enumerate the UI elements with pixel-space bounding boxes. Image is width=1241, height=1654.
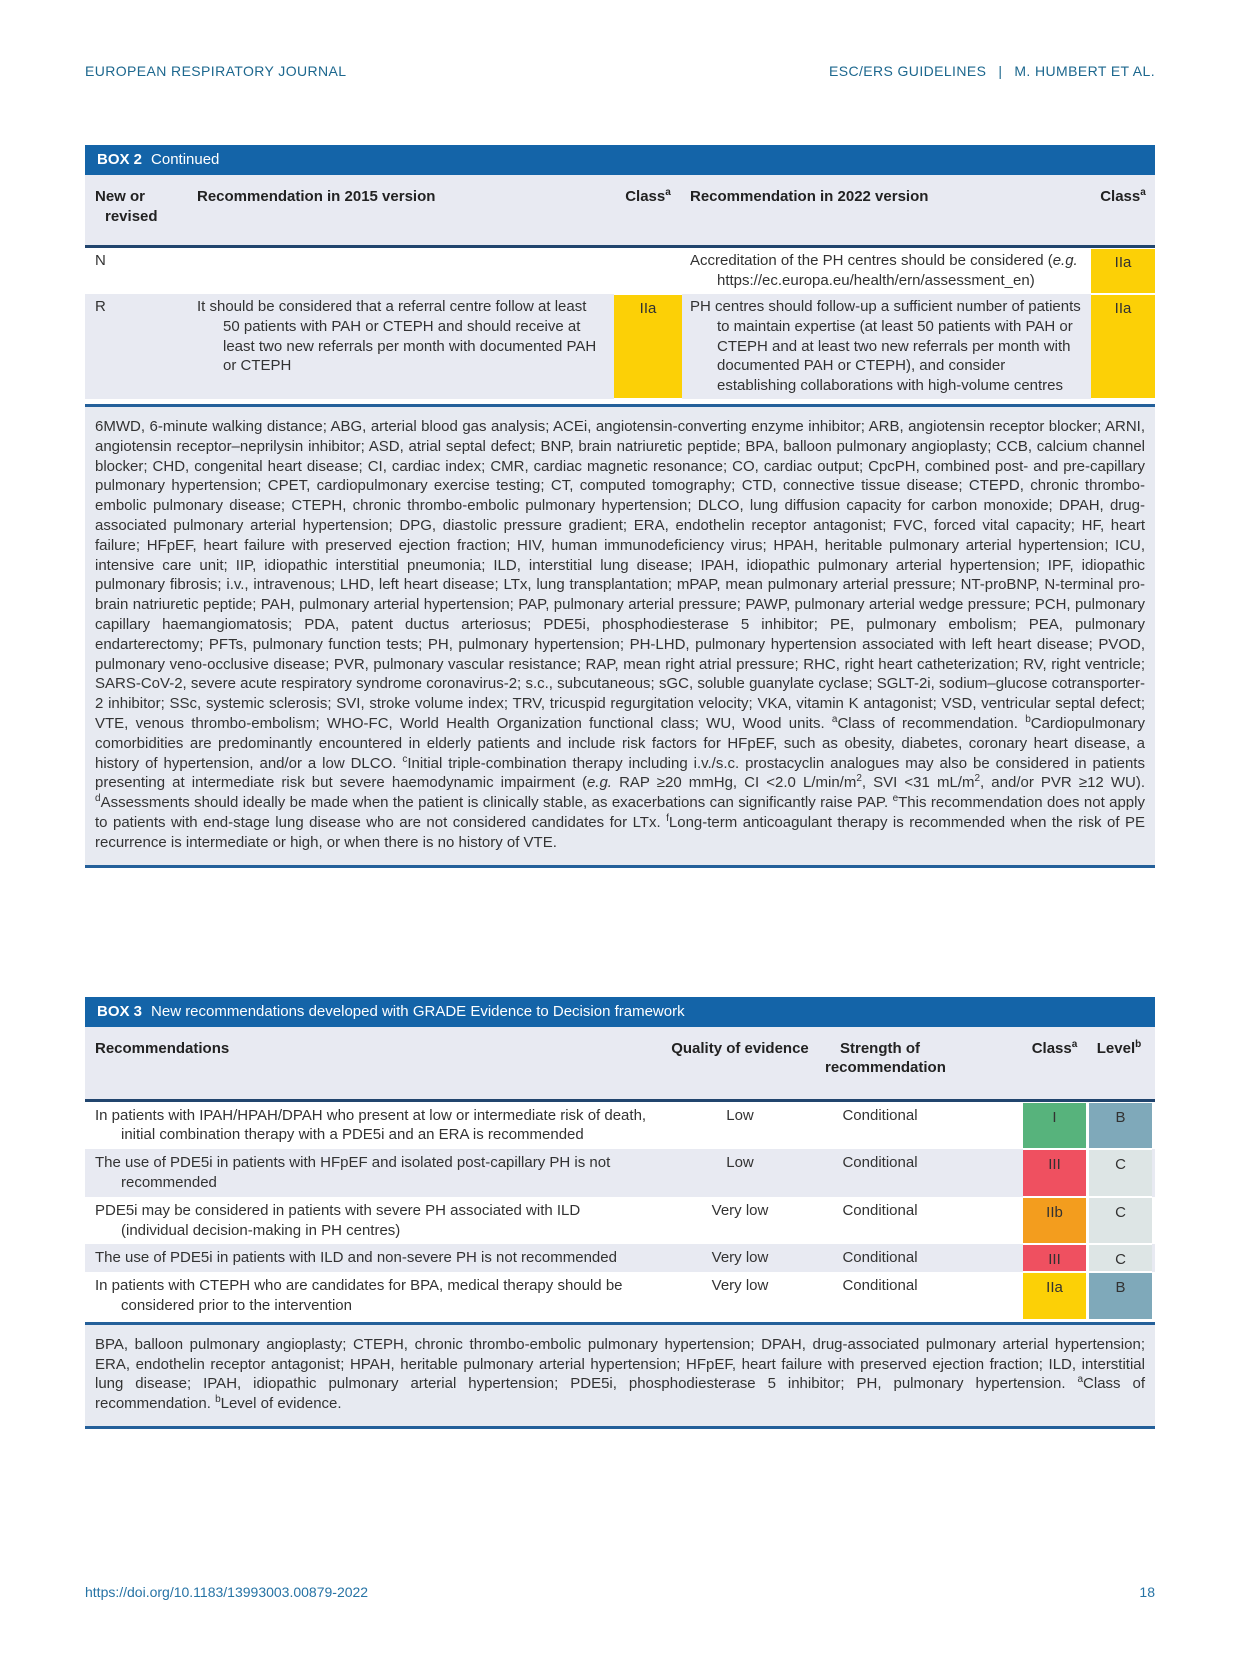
- table-row: [85, 1149, 1155, 1197]
- row-spacer-cell: [935, 1149, 1023, 1197]
- document-header: [85, 0, 1155, 80]
- column-header-class2022: Class$^a$: [1100, 187, 1146, 206]
- table-row: [85, 1197, 1155, 1245]
- table-row: [85, 1272, 1155, 1320]
- running-head: [829, 62, 1155, 80]
- box3-table-body: [85, 1102, 1155, 1320]
- row-spacer-cell: [935, 1197, 1023, 1245]
- column-header-rec2022: Recommendation in 2022 version: [690, 188, 929, 206]
- row-spacer-cell: [935, 1272, 1023, 1320]
- row-quality-cell: Very low: [711, 1249, 769, 1267]
- row-class-badge: IIa: [1023, 1272, 1086, 1320]
- row-recommendation-cell: In patients with CTEPH who are candidates for BPA, medical therapy should be considered prior to the intervention: [95, 1277, 623, 1314]
- column-header-spacer: [935, 1039, 1023, 1099]
- page-footer: [85, 1583, 1155, 1601]
- table-row: [85, 294, 1155, 399]
- row-rec2022-cell: PH centres should follow-up a sufficient number of patients to maintain expertise (at least 50 patients with PAH or CTEPH and at least two new referrals per month with documented PAH or CTEPH), and consider establishing collaborations with high-volume centres: [690, 298, 1081, 395]
- row-recommendation-cell: The use of PDE5i in patients with ILD and non-severe PH is not recommended: [95, 1249, 617, 1267]
- box2-footnote: 6MWD, 6-minute walking distance; ABG, arterial blood gas analysis; ACEi, angiotensin-converting enzyme inhibitor; ARB, angiotensin receptor blocker; ARNI, angiotensin receptor–neprilysin inhibitor; ASD, atrial septal defect; BNP, brain natriuretic peptide; BPA, balloon pulmonary angioplasty; CCB, calcium channel blocker; CHD, congenital heart disease; CI, cardiac index; CMR, cardiac magnetic resonance; CO, cardiac output; CpcPH, combined post- and pre-capillary pulmonary hypertension; CPET, cardiopulmonary exercise testing; CT, computed tomography; CTD, connective tissue disease; CTEPD, chronic thrombo-embolic pulmonary disease; CTEPH, chronic thrombo-embolic pulmonary hypertension; DLCO, lung diffusion capacity for carbon monoxide; DPAH, drug-associated pulmonary arterial hypertension; DPG, diastolic pressure gradient; ERA, endothelin receptor antagonist; FVC, forced vital capacity; HF, heart failure; HFpEF, heart failure with preserved ejection fraction; HIV, human immunodeficiency virus; HPAH, heritable pulmonary arterial hypertension; ICU, intensive care unit; IIP, idiopathic interstitial pneumonia; ILD, interstitial lung disease; IPAH, idiopathic pulmonary arterial hypertension; IPF, idiopathic pulmonary fibrosis; i.v., intravenous; LHD, left heart disease; LTx, lung transplantation; mPAP, mean pulmonary arterial pressure; NT-proBNP, N-terminal pro-brain natriuretic peptide; PAH, pulmonary arterial hypertension; PAP, pulmonary arterial pressure; PAWP, pulmonary arterial wedge pressure; PCH, pulmonary capillary haemangiomatosis; PDA, patent ductus arteriosus; PDE5i, phosphodiesterase 5 inhibitor; PE, pulmonary embolism; PEA, pulmonary endarterectomy; PFTs, pulmonary function tests; PH, pulmonary hypertension; PH-LHD, pulmonary hypertension associated with left heart disease; PVOD, pulmonary veno-occlusive disease; PVR, pulmonary vascular resistance; RAP, mean right atrial pressure; RHC, right heart catheterization; RV, right ventricle; SARS-CoV-2, severe acute respiratory syndrome coronavirus-2; s.c., subcutaneous; sGC, soluble guanylate cyclase; SGLT-2i, sodium–glucose cotransporter-2 inhibitor; SSc, systemic sclerosis; SVI, stroke volume index; TRV, tricuspid regurgitation velocity; VKA, vitamin K antagonist; VSD, ventricular septal defect; VTE, venous thrombo-embolism; WHO-FC, World Health Organization functional class; WU, Wood units. $^a$Class of recommendation. $^b$Cardiopulmonary comorbidities are predominantly encountered in elderly patients and include risk factors for HFpEF, such as obesity, diabetes, coronary heart disease, a history of hypertension, and/or a low DLCO. $^c$Initial triple-combination therapy including i.v./s.c. prostacyclin analogues may also be considered in patients presenting at intermediate risk but severe haemodynamic impairment (e.g. RAP ≥20 mmHg, CI <2.0 $L/\min/m^2$, SVI <31 $mL/m^2$, and/or PVR ≥12 WU). $^d$Assessments should ideally be made when the patient is clinically stable, as exacerbations can significantly raise PAP. $^e$This recommendation does not apply to patients with end-stage lung disease who are not considered candidates for LTx. $^f$Long-term anticoagulant therapy is recommended when the risk of PE recurrence is intermediate or high, or when there is no history of VTE.: [85, 404, 1155, 868]
- row-level-badge: C: [1086, 1197, 1152, 1245]
- column-header-rec2015: Recommendation in 2015 version: [197, 188, 436, 206]
- row-strength-cell: Conditional: [842, 1154, 918, 1172]
- row-class-badge: I: [1023, 1102, 1086, 1150]
- box3-footnote: BPA, balloon pulmonary angioplasty; CTEPH, chronic thrombo-embolic pulmonary hypertension; DPAH, drug-associated pulmonary arterial hypertension; ERA, endothelin receptor antagonist; HPAH, heritable pulmonary arterial hypertension; HFpEF, heart failure with preserved ejection fraction; ILD, interstitial lung disease; IPAH, idiopathic pulmonary arterial hypertension; PDE5i, phosphodiesterase 5 inhibitor; PH, pulmonary hypertension. $^a$Class of recommendation. $^b$Level of evidence.: [85, 1322, 1155, 1429]
- column-header-quality: Quality of evidence: [671, 1039, 809, 1057]
- row-spacer-cell: [935, 1244, 1023, 1272]
- box3-title-label: BOX 3: [97, 1002, 143, 1020]
- row-recommendation-cell: The use of PDE5i in patients with HFpEF and isolated post-capillary PH is not recommended: [95, 1154, 611, 1191]
- table-row: [85, 1244, 1155, 1272]
- row-rec2022-cell: Accreditation of the PH centres should be considered (e.g. https://ec.europa.eu/health/ern/assessment_en): [690, 252, 1078, 290]
- box2-table-header: [85, 175, 1155, 248]
- column-header-class2015: Class$^a$: [625, 187, 671, 206]
- row-strength-cell: Conditional: [842, 1106, 918, 1124]
- journal-title: EUROPEAN RESPIRATORY JOURNAL: [85, 63, 347, 79]
- row-class2015-badge: IIa: [614, 294, 682, 399]
- box3-table-header: [85, 1027, 1155, 1102]
- page-number: 18: [1139, 1584, 1155, 1600]
- box3-titlebar: [85, 997, 1155, 1027]
- row-spacer-cell: [935, 1102, 1023, 1150]
- guidelines-label: ESC/ERS GUIDELINES: [828, 63, 987, 79]
- row-class2015-badge: [614, 248, 682, 294]
- row-status-cell: N: [95, 252, 106, 270]
- column-header-recommendations: Recommendations: [95, 1039, 230, 1057]
- row-class-badge: III: [1023, 1244, 1086, 1272]
- row-status-cell: R: [95, 298, 106, 316]
- table-row: [85, 248, 1155, 294]
- table-row: [85, 1102, 1155, 1150]
- column-header-class: Class$^a$: [1031, 1038, 1078, 1057]
- row-strength-cell: Conditional: [842, 1249, 918, 1267]
- row-level-badge: B: [1086, 1272, 1152, 1320]
- row-level-badge: C: [1086, 1244, 1152, 1272]
- row-class2022-badge: IIa: [1091, 248, 1155, 294]
- column-header-strength: Strength of recommendation: [825, 1039, 946, 1077]
- box2-titlebar: [85, 145, 1155, 175]
- box2-title-label: BOX 2: [97, 151, 143, 169]
- doi-link[interactable]: https://doi.org/10.1183/13993003.00879-2022: [85, 1584, 369, 1600]
- row-quality-cell: Very low: [711, 1277, 769, 1295]
- row-level-badge: C: [1086, 1149, 1152, 1197]
- box3-title-text: New recommendations developed with GRADE Evidence to Decision framework: [151, 1002, 685, 1020]
- row-recommendation-cell: In patients with IPAH/HPAH/DPAH who present at low or intermediate risk of death, initial combination therapy with a PDE5i and an ERA is recommended: [95, 1106, 647, 1144]
- row-class-badge: IIb: [1023, 1197, 1086, 1245]
- column-header-level: Level$^b$: [1096, 1038, 1142, 1057]
- row-quality-cell: Very low: [711, 1201, 769, 1219]
- row-quality-cell: Low: [726, 1106, 754, 1124]
- row-rec2015-cell: It should be considered that a referral centre follow at least 50 patients with PAH or CTEPH and should receive at least two new referrals per month with documented PAH or CTEPH: [197, 298, 597, 375]
- row-recommendation-cell: PDE5i may be considered in patients with severe PH associated with ILD (individual decision-making in PH centres): [95, 1201, 581, 1239]
- column-header-status: New or revised: [95, 188, 158, 226]
- box2-title-text: Continued: [151, 151, 220, 169]
- row-level-badge: B: [1086, 1102, 1152, 1150]
- row-strength-cell: Conditional: [842, 1277, 918, 1295]
- row-class2022-badge: IIa: [1091, 294, 1155, 399]
- row-rec2015-cell: [197, 248, 614, 294]
- box2-section: [85, 145, 1155, 867]
- header-separator: |: [998, 63, 1003, 79]
- row-strength-cell: Conditional: [842, 1201, 918, 1219]
- row-class-badge: III: [1023, 1149, 1086, 1197]
- box3-section: [85, 997, 1155, 1429]
- authors-label: M. HUMBERT ET AL.: [1014, 63, 1155, 79]
- row-quality-cell: Low: [726, 1154, 754, 1172]
- box2-table-body: [85, 248, 1155, 399]
